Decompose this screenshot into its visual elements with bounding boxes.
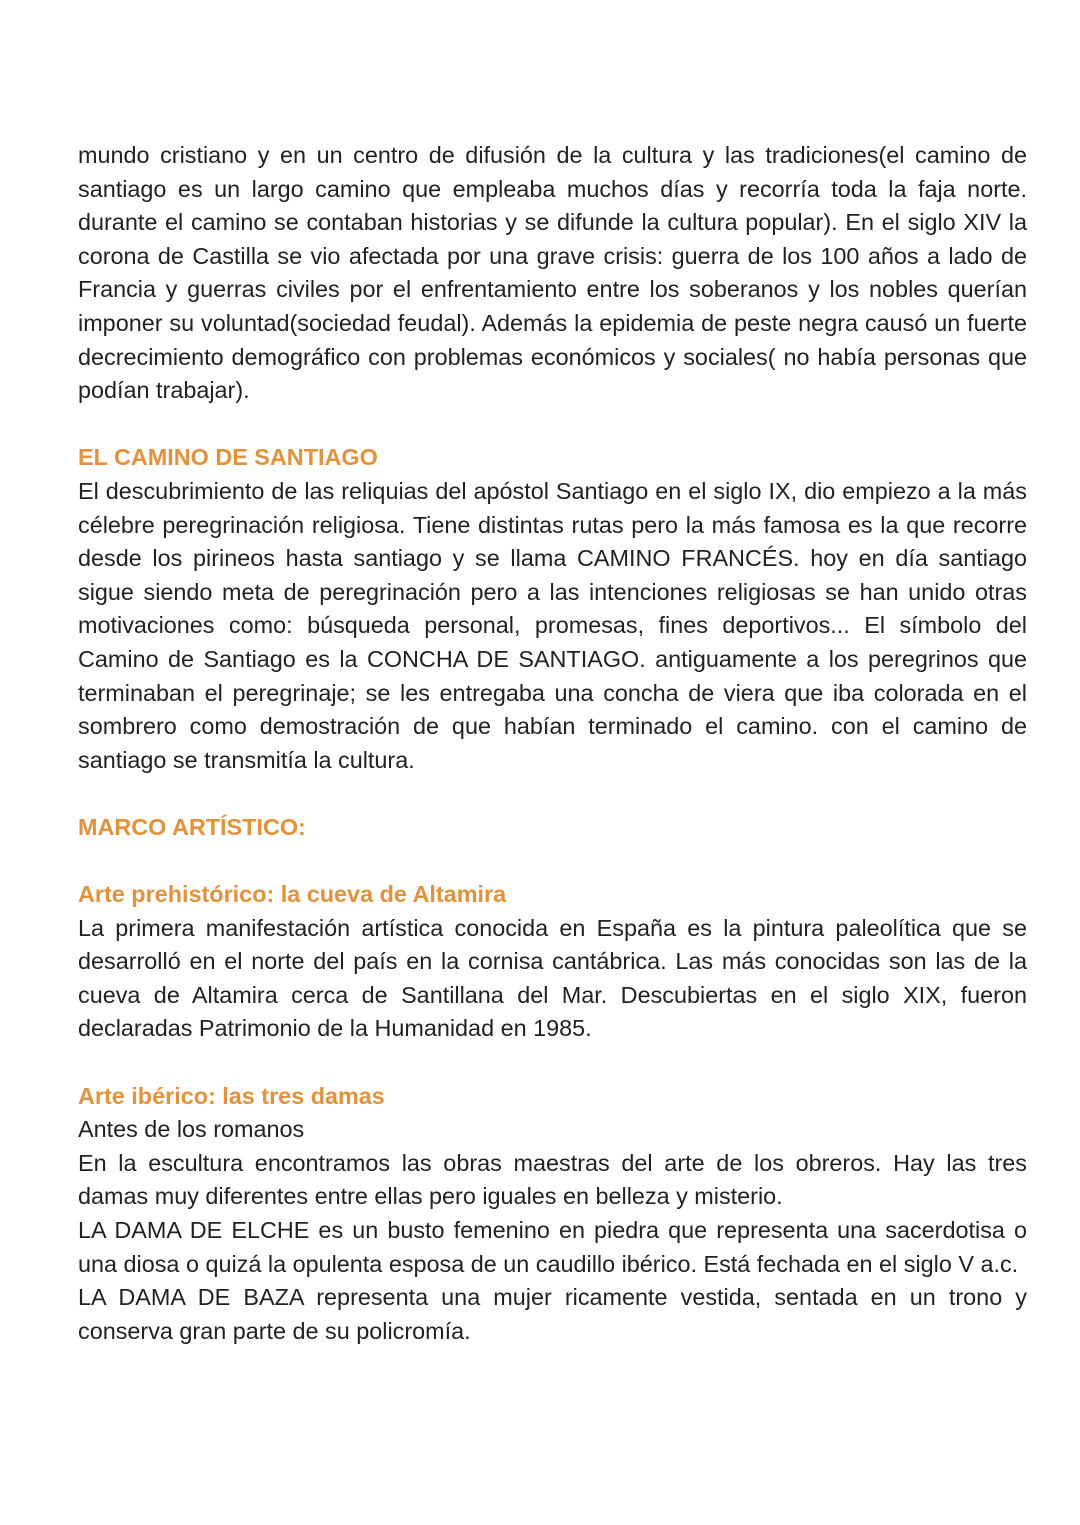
iberico-line-4: LA DAMA DE BAZA representa una mujer ricamente vestida, sentada en un trono y conserva gran parte de su policromía. [78, 1284, 1027, 1344]
spacer [78, 777, 1027, 811]
iberico-line-3: LA DAMA DE ELCHE es un busto femenino en piedra que representa una sacerdotisa o una diosa o quizá la opulenta esposa de un caudillo ibérico. Está fechada en el siglo V a.c. [78, 1217, 1027, 1277]
camino-heading: EL CAMINO DE SANTIAGO [78, 444, 378, 471]
iberico-heading: Arte ibérico: las tres damas [78, 1082, 385, 1109]
camino-paragraph: El descubrimiento de las reliquias del apóstol Santiago en el siglo IX, dio empiezo a la más célebre peregrinación religiosa. Tiene distintas rutas pero la más famosa es la que recorre desde los pirineos hasta santiago y se llama CAMINO FRANCÉS. hoy en día santiago sigue siendo meta de peregrinación pero a las intenciones religiosas se han unido otras motivaciones como: búsqueda personal, promesas, fines deportivos... El símbolo del Camino de Santiago es la CONCHA DE SANTIAGO. antiguamente a los peregrinos que terminaban el peregrinaje; se les entregaba una concha de viera que iba colorada en el sombrero como demostración de que habían terminado el camino. con el camino de santiago se transmitía la cultura. [78, 477, 1027, 773]
iberico-line-1: Antes de los romanos [78, 1116, 305, 1143]
intro-paragraph: mundo cristiano y en un centro de difusión de la cultura y las tradiciones(el camino de santiago es un largo camino que empleaba muchos días y recorría toda la faja norte. durante el camino se contaban historias y se difunde la cultura popular). En el siglo XIV la corona de Castilla se vio afectada por una grave crisis: guerra de los 100 años a lado de Francia y guerras civiles por el enfrentamiento entre los soberanos y los nobles querían imponer su voluntad(sociedad feudal). Además la epidemia de peste negra causó un fuerte decrecimiento demográfico con problemas económicos y sociales( no había personas que podían trabajar). [78, 142, 1027, 404]
spacer [78, 408, 1027, 442]
marco-heading: MARCO ARTÍSTICO: [78, 813, 306, 840]
spacer [78, 1046, 1027, 1080]
altamira-paragraph: La primera manifestación artística conocida en España es la pintura paleolítica que se desarrolló en el norte del país en la cornisa cantábrica. Las más conocidas son las de la cueva de Altamira cerca de Santillana del Mar. Descubiertas en el siglo XIX, fueron declaradas Patrimonio de la Humanidad en 1985. [78, 914, 1027, 1042]
iberico-line-2: En la escultura encontramos las obras maestras del arte de los obreros. Hay las tres damas muy diferentes entre ellas pero iguales en belleza y misterio. [78, 1149, 1027, 1210]
altamira-heading: Arte prehistórico: la cueva de Altamira [78, 881, 507, 908]
document-page [78, 139, 1027, 1348]
spacer [78, 844, 1027, 878]
